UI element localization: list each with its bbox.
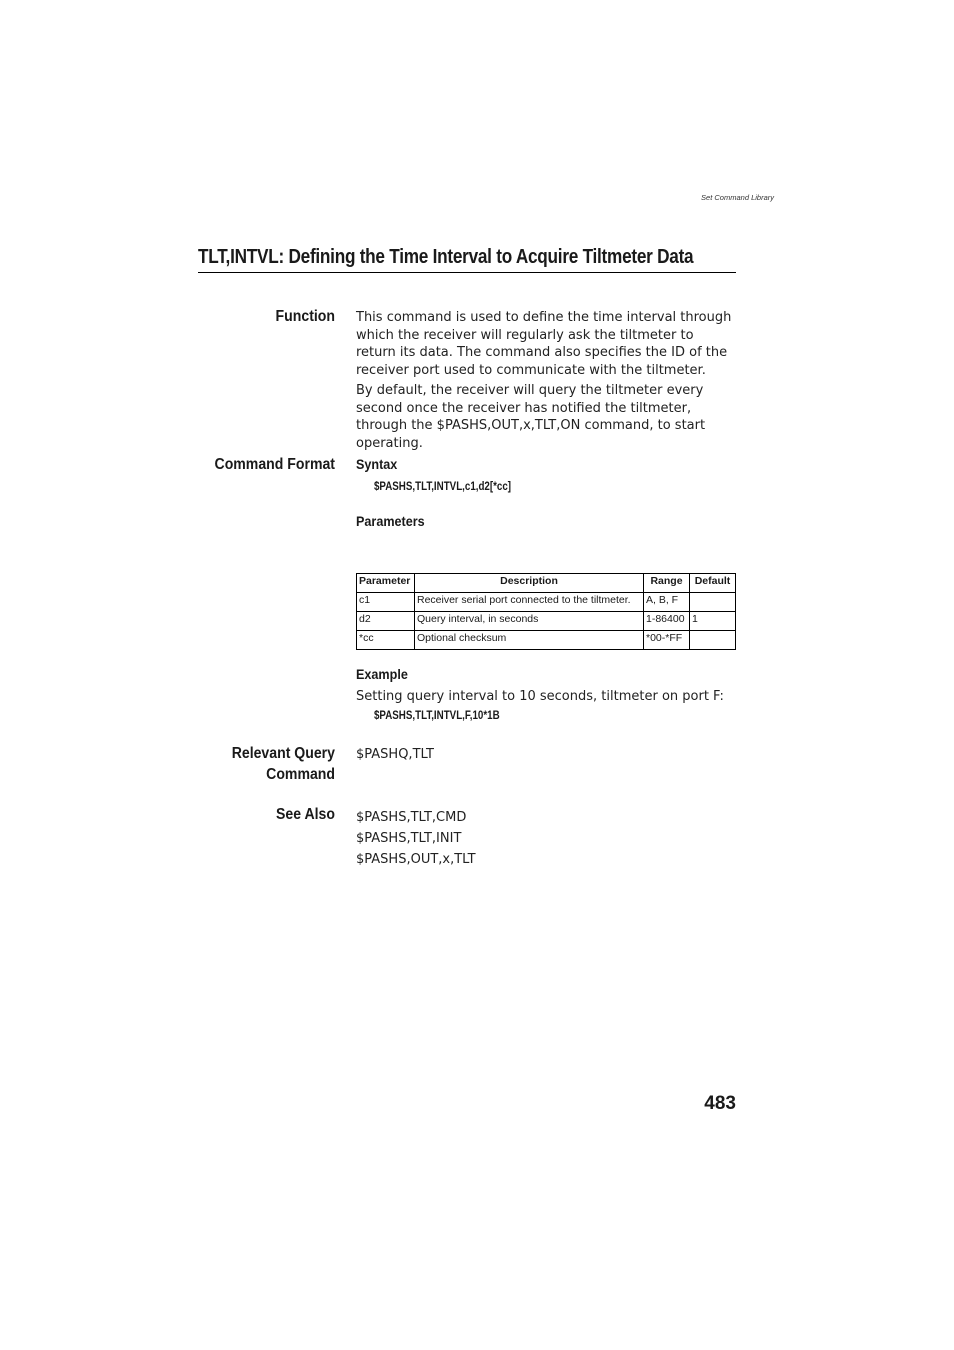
syntax-label: Syntax [356,456,398,472]
table-row [357,593,736,612]
table-cell: *00-*FF [644,631,690,650]
table-header-row [357,574,736,593]
table-cell [690,631,736,650]
function-paragraph-1: This command is used to define the time interval through which the receiver will regularly ask the tiltmeter to return its data. The command also specifies the ID of the receiver port used to communicate with the tiltmeter. [356,310,732,378]
table-cell: c1 [357,593,415,612]
table-cell: Receiver serial port connected to the tiltmeter. [415,593,644,612]
table-cell [690,593,736,612]
table-cell: A, B, F [644,593,690,612]
example-text: Setting query interval to 10 seconds, tiltmeter on port F: [356,689,724,704]
title-divider [198,272,736,273]
see-also-item: $PASHS,TLT,INIT [356,831,462,846]
see-also-heading: See Also [276,806,335,823]
see-also-list [356,807,736,870]
table-cell: *cc [357,631,415,650]
page-number: 483 [704,1093,736,1114]
syntax-code: $PASHS,TLT,INTVL,c1,d2[*cc] [374,481,512,493]
see-also-item: $PASHS,OUT,x,TLT [356,852,476,867]
table-cell: Query interval, in seconds [415,612,644,631]
parameters-table [356,573,736,650]
see-also-item: $PASHS,TLT,CMD [356,810,467,825]
relevant-query-heading-line-1: Relevant Query [231,745,335,762]
relevant-query-value: $PASHQ,TLT [356,747,434,762]
function-heading: Function [275,308,335,325]
example-code: $PASHS,TLT,INTVL,F,10*1B [374,710,500,722]
header-description: Description [415,574,644,593]
table-cell: 1 [690,612,736,631]
table-cell: d2 [357,612,415,631]
header-parameter: Parameter [357,574,415,593]
table-row [357,631,736,650]
header-default: Default [690,574,736,593]
example-label: Example [356,666,408,682]
running-header: Set Command Library [701,193,774,202]
relevant-query-heading-line-2: Command [266,766,335,783]
header-range: Range [644,574,690,593]
page-title: TLT,INTVL: Defining the Time Interval to Acquire Tiltmeter Data [198,246,694,268]
parameters-label: Parameters [356,513,425,529]
relevant-query-heading [172,743,335,785]
command-format-heading: Command Format [214,456,335,473]
table-cell: 1-86400 [644,612,690,631]
table-row [357,612,736,631]
function-paragraph-2: By default, the receiver will query the tiltmeter every second once the receiver has notified the tiltmeter, through the $PASHS,OUT,x,TLT,ON command, to start operating. [356,383,706,451]
table-cell: Optional checksum [415,631,644,650]
